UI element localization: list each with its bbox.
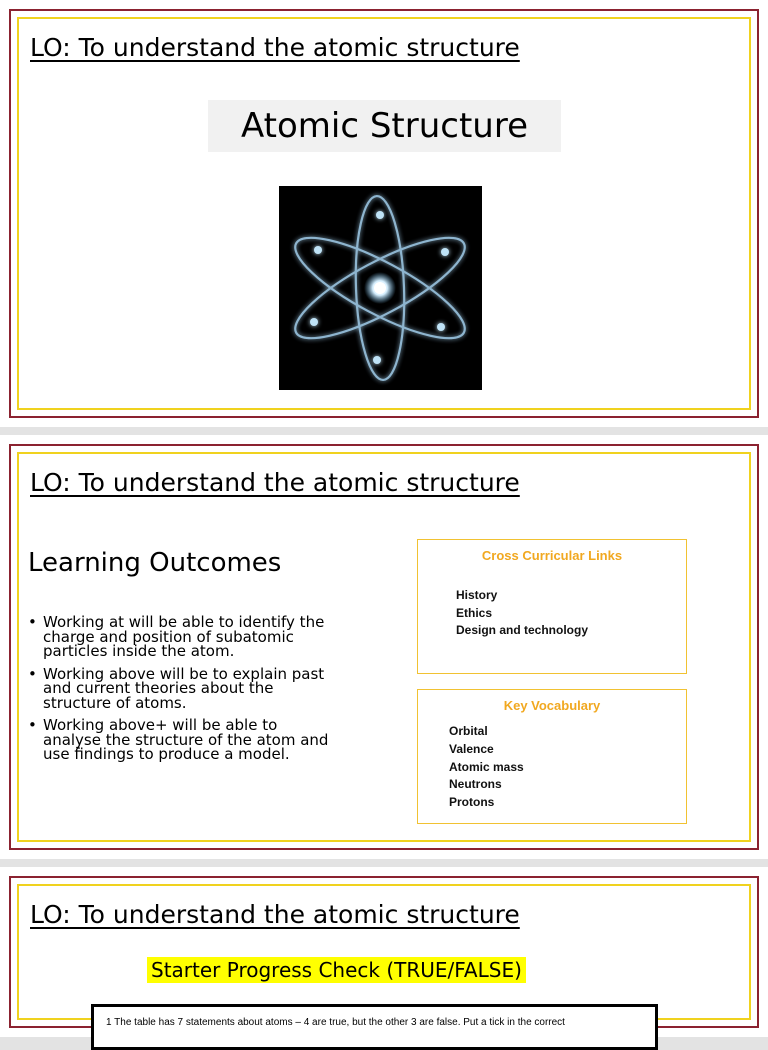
starter-heading: Starter Progress Check (TRUE/FALSE) (147, 957, 526, 983)
key-vocabulary-box (417, 689, 687, 824)
list-item: Valence (449, 741, 494, 756)
learning-outcomes-heading: Learning Outcomes (28, 548, 282, 578)
slide-title: Atomic Structure (208, 100, 561, 152)
cross-curricular-heading: Cross Curricular Links (481, 548, 623, 563)
list-item: Protons (449, 795, 495, 810)
learning-objective: LO: To understand the atomic structure (30, 33, 520, 62)
list-item: • Working above will be to explain past and current theories about the structure of atoms. (28, 667, 338, 711)
cross-curricular-links-box (417, 539, 687, 674)
table-instructions: 1 The table has 7 statements about atoms – 4 are true, but the other 3 are false. Put a tick in the correct (106, 1017, 565, 1028)
learning-outcomes-list (28, 615, 338, 770)
slide-3 (0, 867, 768, 1037)
list-item: • Working at will be able to identify the charge and position of subatomic particles inside the atom. (28, 615, 338, 659)
key-vocabulary-list (449, 723, 686, 812)
learning-objective: LO: To understand the atomic structure (30, 900, 520, 929)
atom-icon (279, 186, 482, 390)
cross-curricular-list (456, 587, 686, 640)
list-item: Design and technology (456, 623, 589, 637)
slide-2 (0, 435, 768, 859)
key-vocabulary-heading: Key Vocabulary (503, 698, 601, 713)
list-item: Atomic mass (449, 759, 524, 774)
list-item: Ethics (456, 605, 493, 620)
learning-objective: LO: To understand the atomic structure (30, 468, 520, 497)
slide-1 (0, 0, 768, 427)
list-item: Neutrons (449, 777, 502, 792)
statements-table (91, 1004, 658, 1050)
list-item: • Working above+ will be able to analyse the structure of the atom and use findings to produce a model. (28, 718, 338, 762)
list-item: History (456, 588, 498, 602)
list-item: Orbital (449, 724, 488, 738)
